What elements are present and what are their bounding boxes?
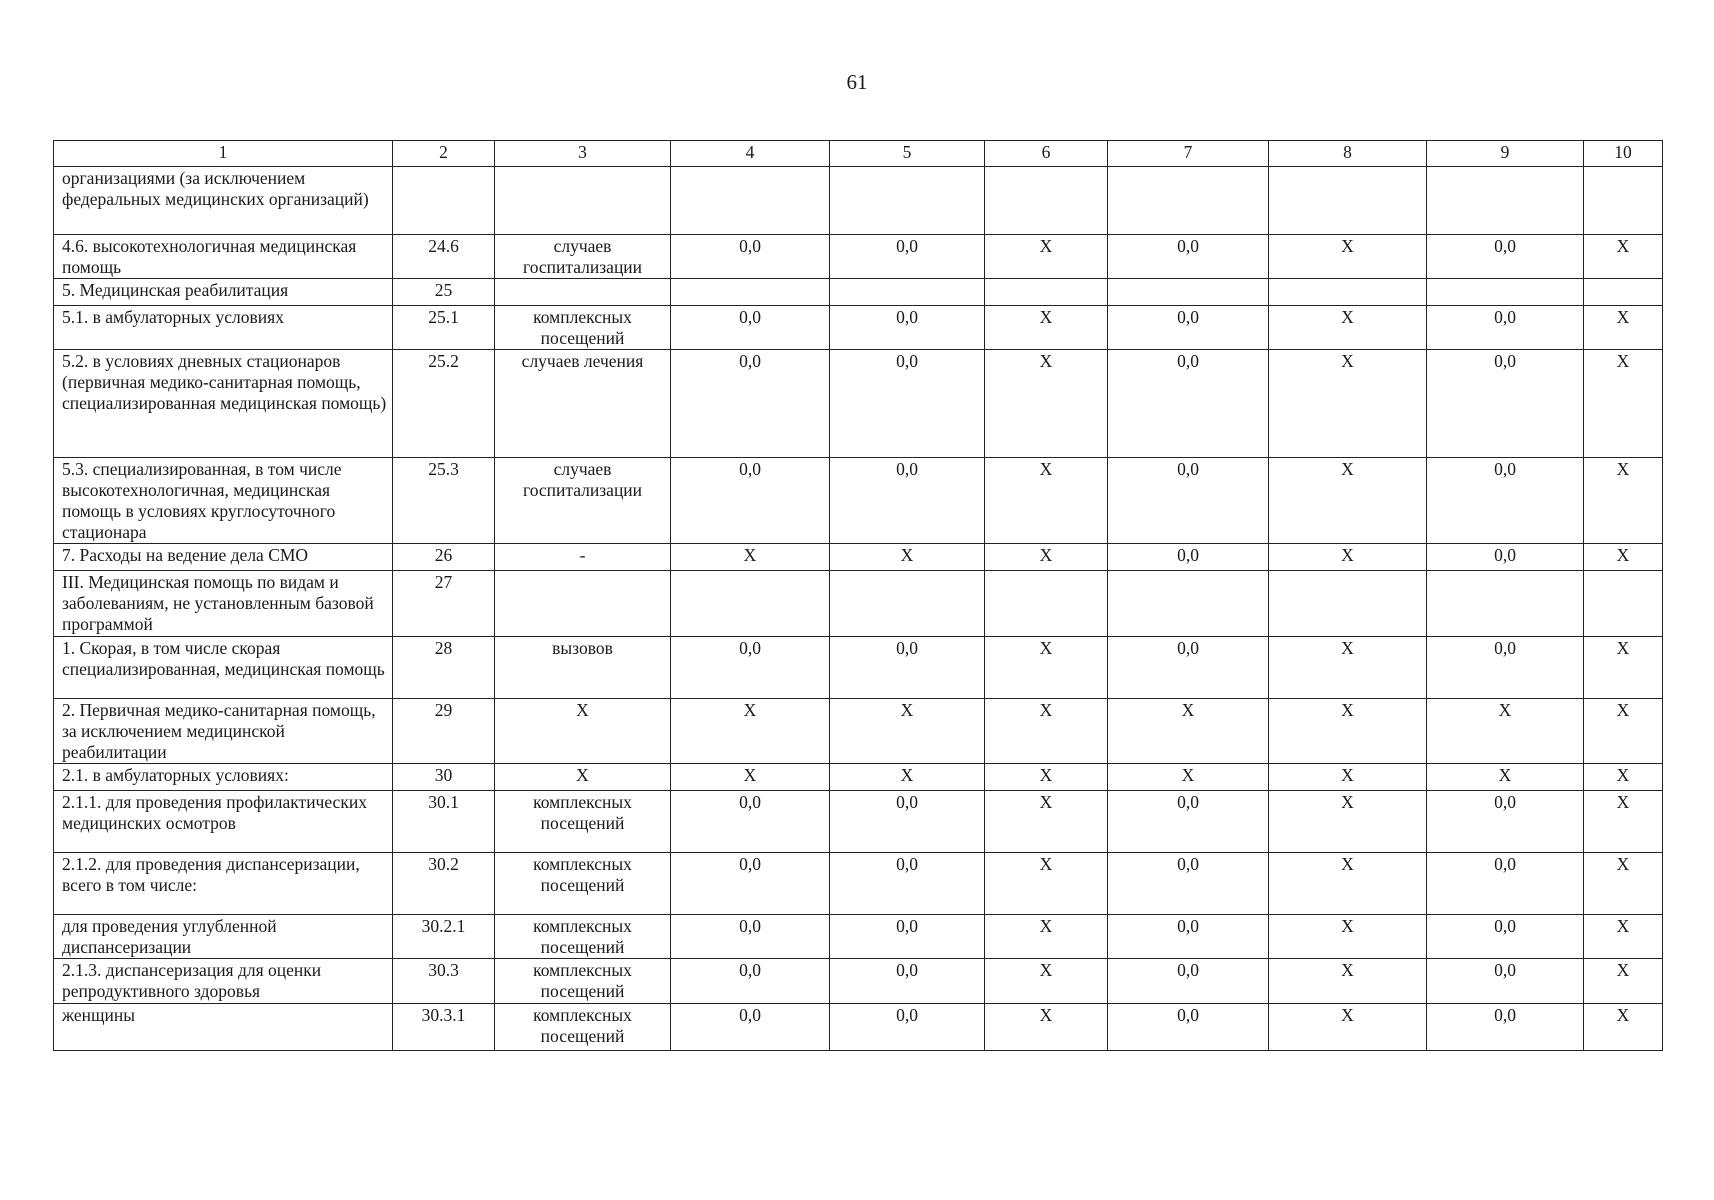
row-code-cell: 30 — [393, 764, 495, 791]
row-code-cell: 28 — [393, 637, 495, 699]
table-row — [54, 1004, 1663, 1051]
row-value-cell: 0,0 — [1108, 350, 1269, 458]
row-value-cell: X — [985, 959, 1108, 1004]
row-value-cell: 0,0 — [671, 306, 830, 350]
row-name-cell: женщины — [54, 1004, 393, 1051]
row-code-cell: 25.3 — [393, 458, 495, 544]
row-value-cell: X — [1584, 306, 1663, 350]
row-value-cell: X — [1269, 699, 1427, 764]
table-row — [54, 544, 1663, 571]
row-value-cell: 0,0 — [671, 791, 830, 853]
row-value-cell: X — [985, 458, 1108, 544]
header-cell: 9 — [1427, 141, 1584, 167]
row-value-cell — [830, 167, 985, 235]
row-value-cell: X — [1427, 699, 1584, 764]
row-value-cell: X — [830, 544, 985, 571]
row-name-cell: 7. Расходы на ведение дела СМО — [54, 544, 393, 571]
table-row — [54, 235, 1663, 279]
row-value-cell: X — [1269, 791, 1427, 853]
row-value-cell: X — [1584, 764, 1663, 791]
row-value-cell: X — [1427, 764, 1584, 791]
row-value-cell: 0,0 — [1427, 959, 1584, 1004]
row-value-cell: X — [1584, 699, 1663, 764]
row-value-cell: X — [1584, 544, 1663, 571]
row-value-cell: 0,0 — [830, 235, 985, 279]
row-value-cell — [1108, 571, 1269, 637]
row-value-cell: X — [1584, 959, 1663, 1004]
row-value-cell: 0,0 — [1427, 915, 1584, 959]
row-unit-cell — [495, 279, 671, 306]
row-value-cell: 0,0 — [1108, 915, 1269, 959]
row-unit-cell: комплексных посещений — [495, 306, 671, 350]
row-value-cell: X — [671, 544, 830, 571]
row-value-cell: 0,0 — [1108, 959, 1269, 1004]
row-value-cell: X — [1584, 350, 1663, 458]
row-value-cell: X — [1269, 544, 1427, 571]
row-value-cell: 0,0 — [1108, 235, 1269, 279]
row-value-cell: 0,0 — [671, 235, 830, 279]
row-value-cell: X — [1269, 1004, 1427, 1051]
row-unit-cell: случаев госпитализации — [495, 235, 671, 279]
row-value-cell — [1427, 167, 1584, 235]
row-value-cell: 0,0 — [830, 350, 985, 458]
table-row — [54, 571, 1663, 637]
header-cell: 7 — [1108, 141, 1269, 167]
row-value-cell: X — [985, 306, 1108, 350]
table-row — [54, 350, 1663, 458]
row-unit-cell: случаев госпитализации — [495, 458, 671, 544]
row-value-cell: 0,0 — [830, 791, 985, 853]
row-name-cell: 5.2. в условиях дневных стационаров (первичная медико-санитарная помощь, специализированная медицинская помощь) — [54, 350, 393, 458]
row-value-cell — [671, 279, 830, 306]
row-value-cell: 0,0 — [1427, 544, 1584, 571]
row-code-cell: 30.3 — [393, 959, 495, 1004]
row-value-cell: X — [830, 764, 985, 791]
row-code-cell: 26 — [393, 544, 495, 571]
row-value-cell — [1584, 571, 1663, 637]
row-value-cell: 0,0 — [1427, 637, 1584, 699]
row-name-cell: 5.1. в амбулаторных условиях — [54, 306, 393, 350]
row-value-cell — [985, 279, 1108, 306]
row-value-cell: X — [1584, 1004, 1663, 1051]
row-value-cell: 0,0 — [1427, 458, 1584, 544]
row-value-cell: 0,0 — [1108, 791, 1269, 853]
header-cell: 8 — [1269, 141, 1427, 167]
row-name-cell: 5. Медицинская реабилитация — [54, 279, 393, 306]
row-value-cell: 0,0 — [1108, 458, 1269, 544]
row-value-cell — [1427, 279, 1584, 306]
row-value-cell: X — [1269, 853, 1427, 915]
row-unit-cell: комплексных посещений — [495, 853, 671, 915]
table-row — [54, 167, 1663, 235]
row-unit-cell: комплексных посещений — [495, 959, 671, 1004]
row-code-cell: 25.2 — [393, 350, 495, 458]
row-value-cell: X — [985, 699, 1108, 764]
row-value-cell: X — [985, 853, 1108, 915]
row-value-cell: 0,0 — [830, 458, 985, 544]
row-value-cell: X — [1584, 458, 1663, 544]
row-unit-cell — [495, 167, 671, 235]
row-value-cell — [1427, 571, 1584, 637]
row-value-cell: X — [1269, 235, 1427, 279]
row-value-cell: X — [1269, 637, 1427, 699]
row-code-cell: 24.6 — [393, 235, 495, 279]
row-value-cell — [671, 167, 830, 235]
row-unit-cell: X — [495, 764, 671, 791]
row-value-cell: X — [1269, 458, 1427, 544]
row-value-cell: 0,0 — [830, 306, 985, 350]
row-value-cell: 0,0 — [1427, 1004, 1584, 1051]
row-value-cell: 0,0 — [1108, 544, 1269, 571]
row-value-cell: X — [985, 1004, 1108, 1051]
row-value-cell: X — [985, 915, 1108, 959]
row-value-cell: 0,0 — [671, 350, 830, 458]
row-unit-cell: комплексных посещений — [495, 1004, 671, 1051]
row-value-cell: 0,0 — [830, 1004, 985, 1051]
header-cell: 4 — [671, 141, 830, 167]
row-value-cell: 0,0 — [830, 853, 985, 915]
row-name-cell: 1. Скорая, в том числе скорая специализированная, медицинская помощь — [54, 637, 393, 699]
row-value-cell: 0,0 — [671, 637, 830, 699]
header-cell: 3 — [495, 141, 671, 167]
row-value-cell: X — [985, 637, 1108, 699]
row-value-cell: 0,0 — [1108, 853, 1269, 915]
row-value-cell: 0,0 — [1427, 306, 1584, 350]
row-value-cell: X — [1108, 699, 1269, 764]
row-value-cell — [830, 571, 985, 637]
row-value-cell — [830, 279, 985, 306]
row-name-cell: для проведения углубленной диспансеризации — [54, 915, 393, 959]
row-value-cell: 0,0 — [671, 915, 830, 959]
row-value-cell — [1108, 279, 1269, 306]
table-row — [54, 915, 1663, 959]
header-row — [54, 141, 1663, 167]
row-value-cell: 0,0 — [671, 959, 830, 1004]
row-value-cell: 0,0 — [671, 458, 830, 544]
row-value-cell: 0,0 — [1108, 306, 1269, 350]
row-value-cell: 0,0 — [1427, 235, 1584, 279]
table-row — [54, 791, 1663, 853]
table-row — [54, 764, 1663, 791]
row-value-cell: X — [1584, 853, 1663, 915]
table-row — [54, 458, 1663, 544]
row-name-cell: 2.1.3. диспансеризация для оценки репродуктивного здоровья — [54, 959, 393, 1004]
row-value-cell: 0,0 — [830, 915, 985, 959]
row-value-cell: X — [985, 235, 1108, 279]
row-value-cell: X — [985, 350, 1108, 458]
row-value-cell: X — [985, 764, 1108, 791]
row-value-cell: 0,0 — [1108, 637, 1269, 699]
row-name-cell: 2. Первичная медико-санитарная помощь, за исключением медицинской реабилитации — [54, 699, 393, 764]
row-name-cell: III. Медицинская помощь по видам и заболеваниям, не установленным базовой программой — [54, 571, 393, 637]
row-value-cell: X — [1108, 764, 1269, 791]
row-name-cell: 2.1.1. для проведения профилактических медицинских осмотров — [54, 791, 393, 853]
row-unit-cell: комплексных посещений — [495, 791, 671, 853]
row-name-cell: 4.6. высокотехнологичная медицинская помощь — [54, 235, 393, 279]
row-value-cell — [1584, 167, 1663, 235]
row-unit-cell: вызовов — [495, 637, 671, 699]
row-value-cell: 0,0 — [1427, 350, 1584, 458]
row-name-cell: 2.1.2. для проведения диспансеризации, всего в том числе: — [54, 853, 393, 915]
row-value-cell — [1269, 279, 1427, 306]
row-value-cell: 0,0 — [1108, 1004, 1269, 1051]
row-value-cell: X — [1584, 637, 1663, 699]
row-value-cell: 0,0 — [671, 853, 830, 915]
row-code-cell: 25 — [393, 279, 495, 306]
page-number: 61 — [846, 70, 868, 94]
header-cell: 1 — [54, 141, 393, 167]
row-code-cell: 29 — [393, 699, 495, 764]
row-value-cell — [1269, 167, 1427, 235]
table-row — [54, 306, 1663, 350]
row-unit-cell: случаев лечения — [495, 350, 671, 458]
row-code-cell: 30.1 — [393, 791, 495, 853]
row-code-cell: 25.1 — [393, 306, 495, 350]
row-name-cell: 5.3. специализированная, в том числе высокотехнологичная, медицинская помощь в условиях круглосуточного стационара — [54, 458, 393, 544]
row-code-cell: 27 — [393, 571, 495, 637]
table-row — [54, 279, 1663, 306]
row-value-cell: X — [985, 544, 1108, 571]
row-value-cell: 0,0 — [671, 1004, 830, 1051]
row-code-cell: 30.2.1 — [393, 915, 495, 959]
row-value-cell: X — [830, 699, 985, 764]
row-unit-cell: комплексных посещений — [495, 915, 671, 959]
row-value-cell: X — [985, 791, 1108, 853]
header-cell: 6 — [985, 141, 1108, 167]
table-row — [54, 853, 1663, 915]
row-value-cell: X — [671, 764, 830, 791]
header-cell: 10 — [1584, 141, 1663, 167]
row-value-cell: 0,0 — [1427, 791, 1584, 853]
row-value-cell: X — [1584, 791, 1663, 853]
table-row — [54, 699, 1663, 764]
row-value-cell — [985, 167, 1108, 235]
row-unit-cell: - — [495, 544, 671, 571]
table-row — [54, 637, 1663, 699]
row-unit-cell — [495, 571, 671, 637]
row-value-cell — [1584, 279, 1663, 306]
row-value-cell — [985, 571, 1108, 637]
data-table — [53, 140, 1663, 1051]
row-code-cell: 30.2 — [393, 853, 495, 915]
row-value-cell: X — [1269, 959, 1427, 1004]
row-name-cell: 2.1. в амбулаторных условиях: — [54, 764, 393, 791]
row-name-cell: организациями (за исключением федеральных медицинских организаций) — [54, 167, 393, 235]
row-code-cell: 30.3.1 — [393, 1004, 495, 1051]
row-value-cell: X — [1269, 764, 1427, 791]
row-code-cell — [393, 167, 495, 235]
table-row — [54, 959, 1663, 1004]
row-value-cell — [1108, 167, 1269, 235]
row-value-cell — [1269, 571, 1427, 637]
row-value-cell: X — [1269, 915, 1427, 959]
row-value-cell — [671, 571, 830, 637]
row-value-cell: X — [1269, 306, 1427, 350]
header-cell: 2 — [393, 141, 495, 167]
header-cell: 5 — [830, 141, 985, 167]
row-value-cell: X — [671, 699, 830, 764]
row-value-cell: 0,0 — [830, 637, 985, 699]
row-value-cell: X — [1584, 915, 1663, 959]
row-value-cell: 0,0 — [830, 959, 985, 1004]
row-value-cell: X — [1269, 350, 1427, 458]
row-value-cell: X — [1584, 235, 1663, 279]
row-unit-cell: X — [495, 699, 671, 764]
row-value-cell: 0,0 — [1427, 853, 1584, 915]
